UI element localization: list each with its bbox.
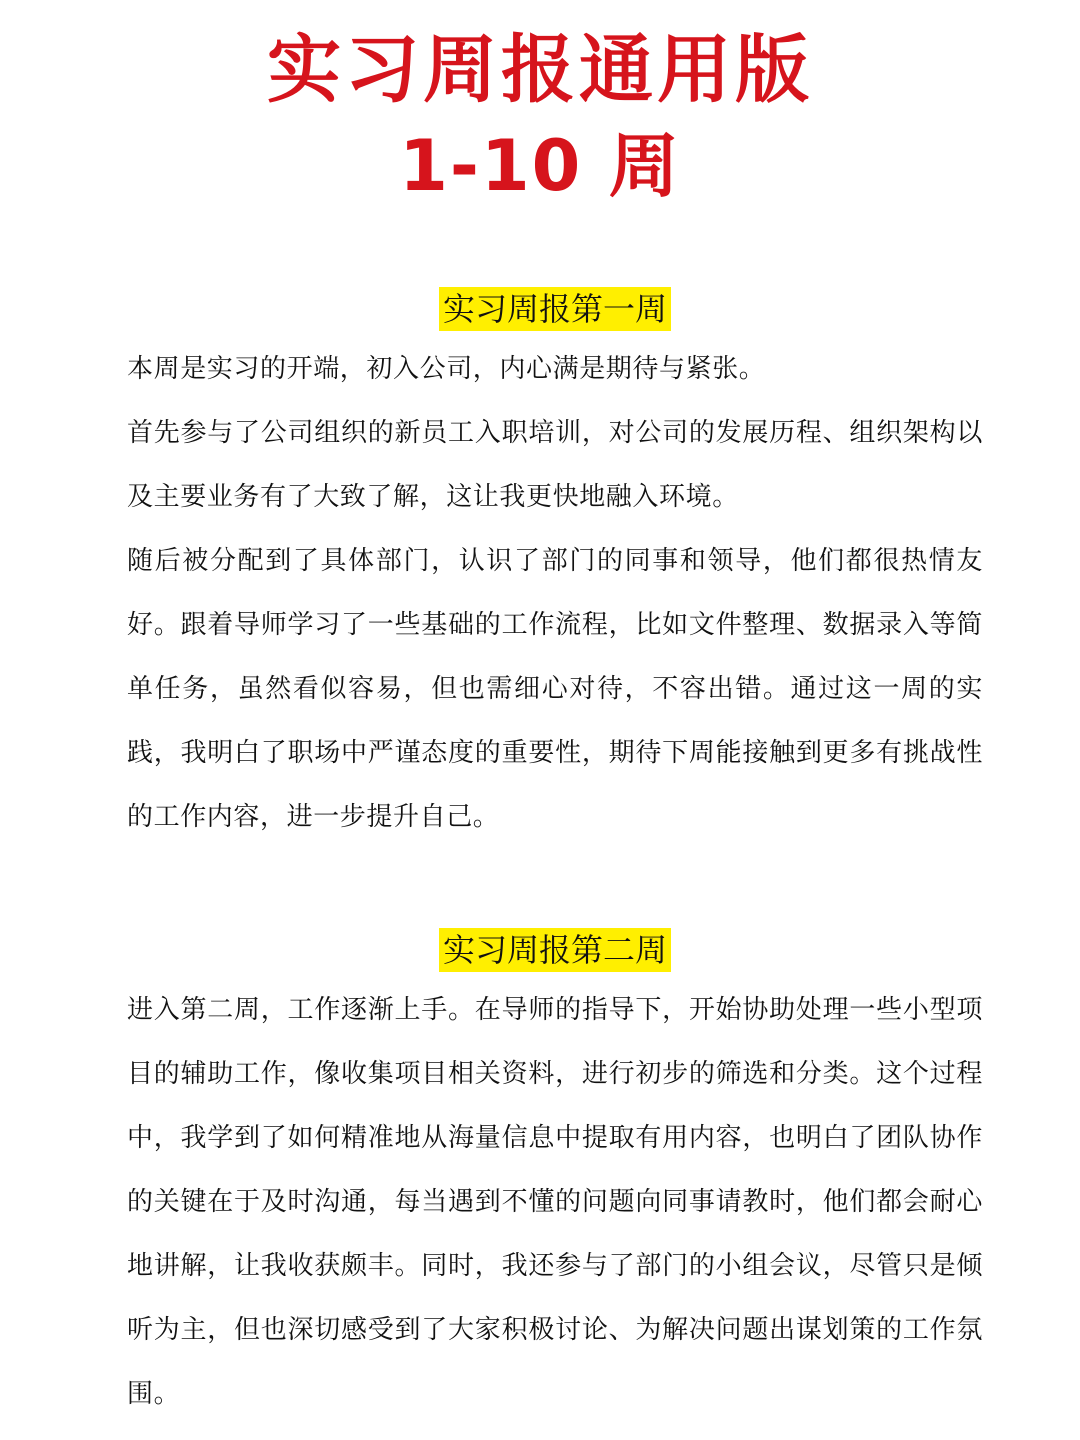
title-block: [0, 22, 1080, 214]
week-2-heading: [127, 928, 983, 978]
week-1-heading-text: 实习周报第一周: [439, 287, 671, 331]
week-1-paragraph: 本周是实习的开端，初入公司，内心满是期待与紧张。: [127, 354, 766, 384]
week-2-section: [127, 928, 983, 1426]
week-1-paragraph: 首先参与了公司组织的新员工入职培训，对公司的发展历程、组织架构以及主要业务有了大致了解，这让我更快地融入环境。: [127, 418, 983, 512]
week-1-heading: [127, 287, 983, 337]
week-2-heading-text: 实习周报第二周: [439, 928, 671, 972]
week-1-paragraph: 随后被分配到了具体部门，认识了部门的同事和领导，他们都很热情友好。跟着导师学习了一些基础的工作流程，比如文件整理、数据录入等简单任务，虽然看似容易，但也需细心对待，不容出错。通过这一周的实践，我明白了职场中严谨态度的重要性，期待下周能接触到更多有挑战性的工作内容，进一步提升自己。: [127, 546, 983, 832]
week-1-section: [127, 287, 983, 849]
week-2-paragraph: 进入第二周，工作逐渐上手。在导师的指导下，开始协助处理一些小型项目的辅助工作，像收集项目相关资料，进行初步的筛选和分类。这个过程中，我学到了如何精准地从海量信息中提取有用内容，也明白了团队协作的关键在于及时沟通，每当遇到不懂的问题向同事请教时，他们都会耐心地讲解，让我收获颇丰。同时，我还参与了部门的小组会议，尽管只是倾听为主，但也深切感受到了大家积极讨论、为解决问题出谋划策的工作氛围。: [127, 995, 983, 1409]
page-title: 实习周报通用版: [267, 27, 813, 113]
page-subtitle: 1-10 周: [399, 125, 681, 207]
